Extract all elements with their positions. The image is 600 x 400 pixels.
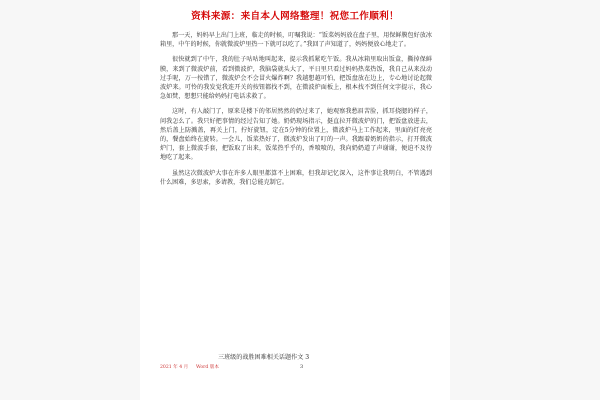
paragraph-2: 很快就到了中午，我的肚子咕咕地叫起来，提示我抓紧吃午饭。我从冰箱里取出饭盒，撕掉保鲜膜，来到了微波炉前，看到微波炉，我脑袋就头大了，平日里只看过妈妈热菜热饭，我自己从来没动过手呢，万一按错了，微波炉会不会冒火爆炸啊？我越想越可怕，把饭盘放在边上，专心地讨论起微波炉来。可怜的我发觉我连开关的按钮都找不到，在微波炉面板上，根本找不到任何文字提示，我心急如焚，想想只能给妈妈打电话求救了。 <box>160 56 432 101</box>
page-number: 3 <box>300 364 304 370</box>
page-footer <box>160 364 432 374</box>
document-page <box>140 0 450 400</box>
footer-date: 2021 年 4 月 <box>160 365 189 370</box>
footer-source: Word 版本 <box>196 365 219 370</box>
next-essay-title: 三班级的战胜困难相关话题作文 3 <box>218 354 310 361</box>
source-banner: 资料来源：来自本人网络整理！祝您工作顺利！ <box>191 11 399 22</box>
paragraph-3: 这时，有人敲门了，原来是楼下的邻居然然的奶过来了，她观察我愁眉苦脸，抓耳挠腮的样子，问我怎么了。我只好把事情的经过告知了她。奶奶现场指示，挺直拉开微波炉的门，把饭盘放进去，然后盖上防溅盖，再关上门，拧好旋钮，定在5分钟的位置上，微波炉马上工作起来，里面的灯亮亮的，餐盘始终在旋转。一会儿，饭菜热好了，微波炉发出了叮的一声。我跟着奶奶的指示，打开微波炉门，套上微波手套，把饭取了出来，饭菜热乎乎的，香喷喷的，我向奶奶道了声谢谢，便迫不及待地吃了起来。 <box>160 108 432 162</box>
essay-body <box>160 31 432 195</box>
paragraph-4: 虽然这次微波炉大事在许多人眼里都算不上困难，但我却记忆深入，这件事让我明白，不管遇到什么困难，多思索，多请教，我们总能克制它。 <box>160 169 432 186</box>
paragraph-1: 那一天，妈妈早上出门上班，临走的时候，叮嘱我说：“饭菜妈妈放在盘子里，用保鲜膜包好放冰箱里，中午的时候，你就微波炉里热一下就可以吃了。”我回了声知道了，妈妈便放心地走了。 <box>160 32 432 49</box>
